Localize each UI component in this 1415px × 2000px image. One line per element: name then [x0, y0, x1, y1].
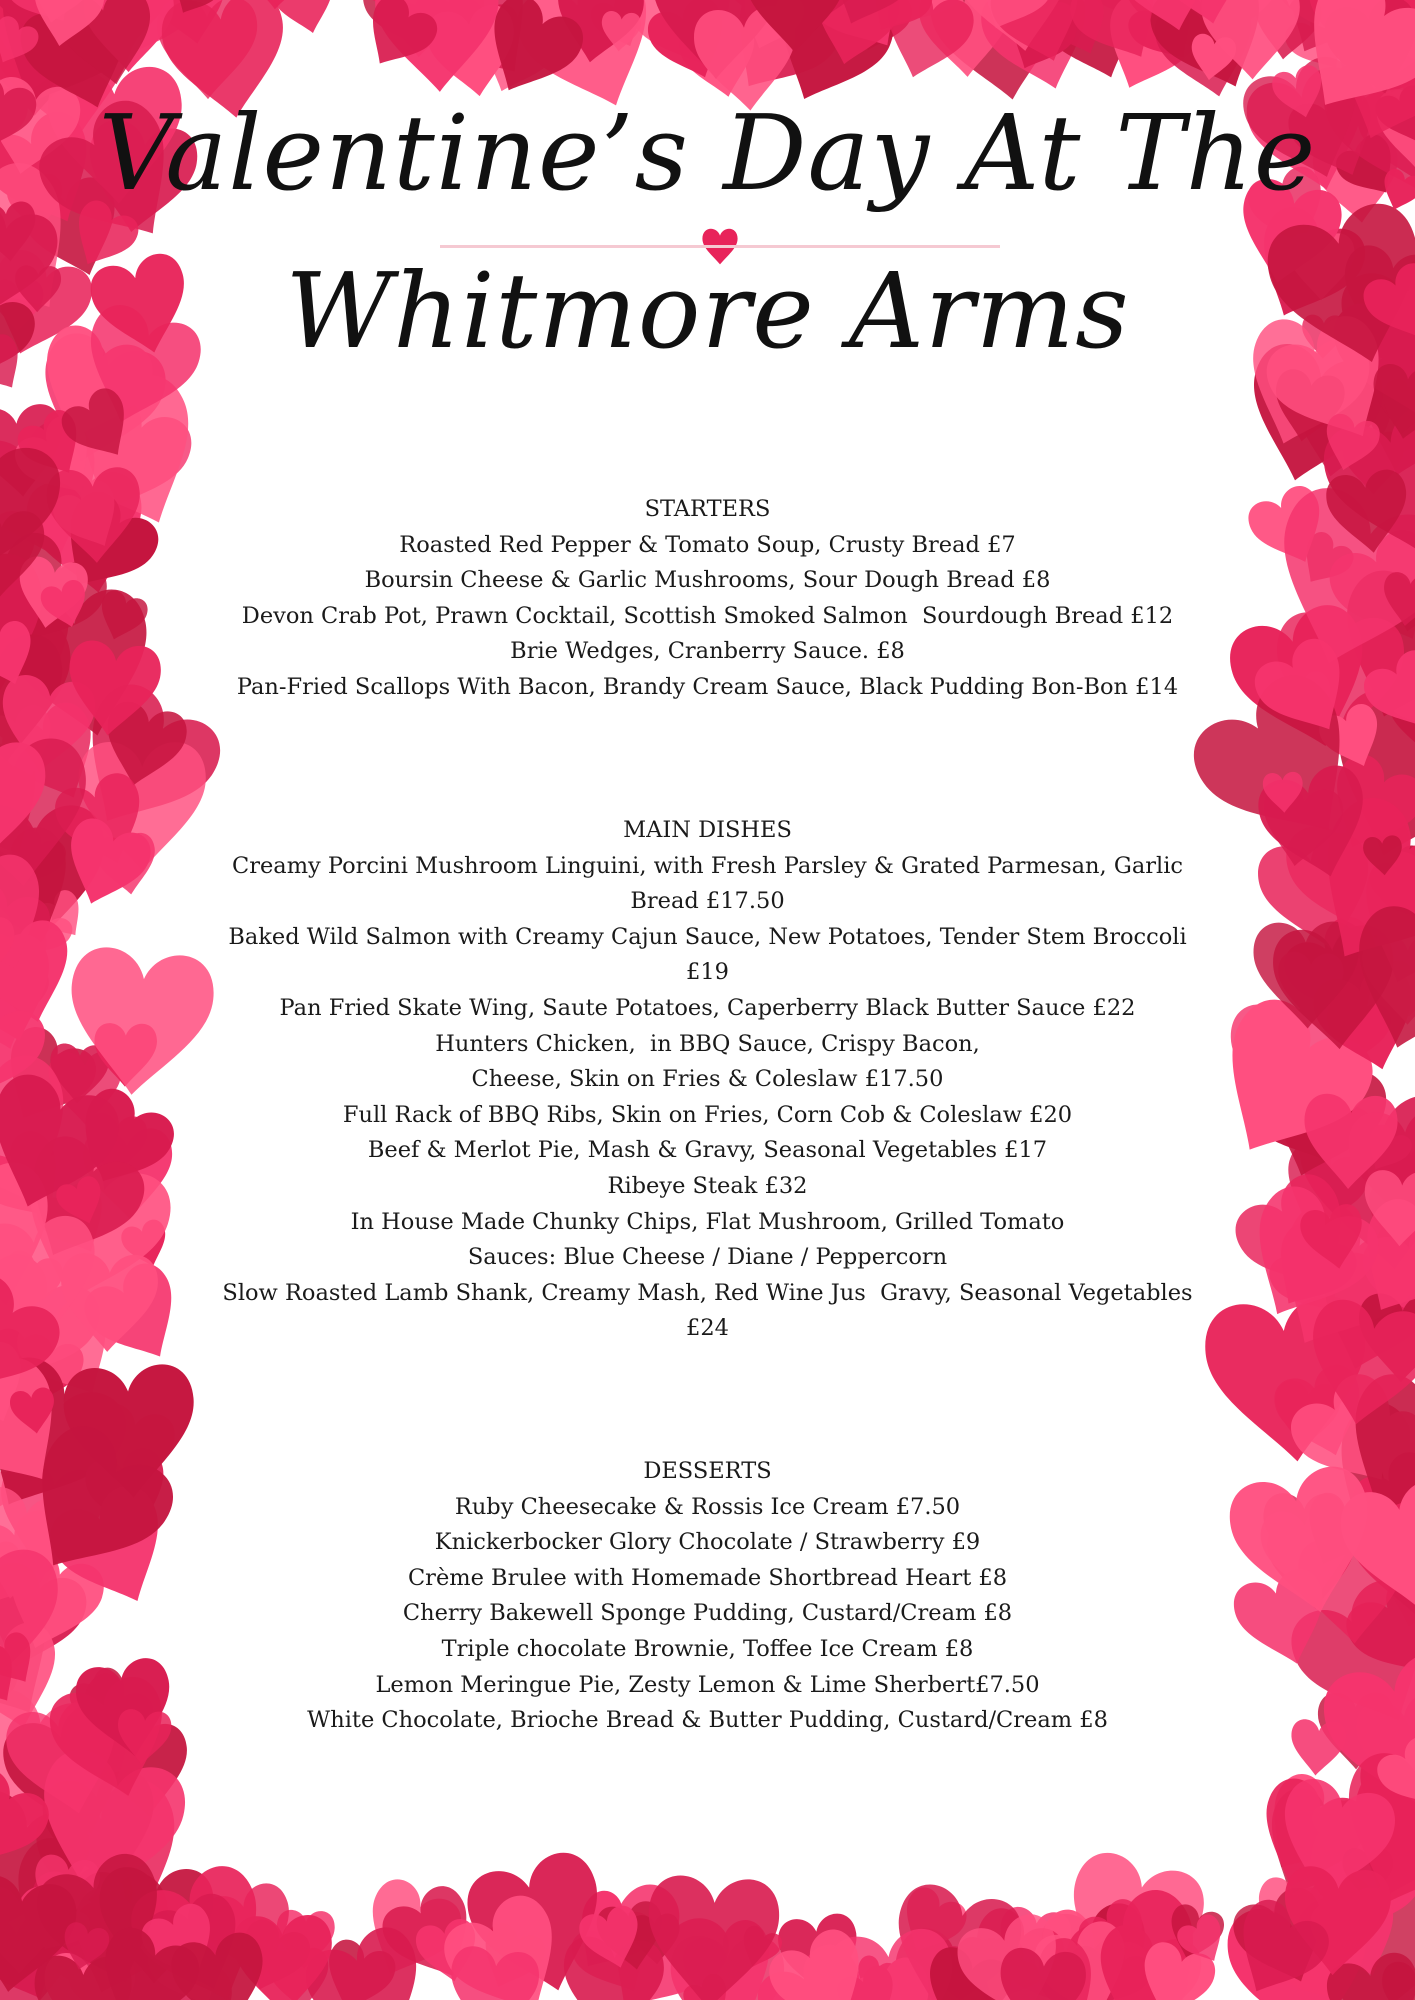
menu-item: Full Rack of BBQ Ribs, Skin on Fries, Corn Cob & Coleslaw £20 — [342, 1101, 1073, 1128]
menu-item: Bread £17.50 — [630, 888, 785, 915]
starters-section — [150, 492, 1265, 706]
menu-item: Roasted Red Pepper & Tomato Soup, Crusty Bread £7 — [399, 531, 1016, 558]
menu-item: Creamy Porcini Mushroom Linguini, with Fresh Parsley & Grated Parmesan, Garlic — [232, 852, 1183, 879]
menu-item: £19 — [686, 959, 729, 986]
section-heading: STARTERS — [644, 496, 771, 522]
menu-item: Triple chocolate Brownie, Toffee Ice Cream £8 — [441, 1635, 974, 1662]
menu-item: Pan Fried Skate Wing, Saute Potatoes, Caperberry Black Butter Sauce £22 — [279, 994, 1136, 1021]
menu-item: Hunters Chicken, in BBQ Sauce, Crispy Bacon, — [435, 1030, 980, 1057]
menu-item: Lemon Meringue Pie, Zesty Lemon & Lime Sherbert£7.50 — [375, 1671, 1040, 1698]
main-dishes-section — [150, 813, 1265, 1347]
menu-item: In House Made Chunky Chips, Flat Mushroom, Grilled Tomato — [350, 1208, 1065, 1235]
menu-item: White Chocolate, Brioche Bread & Butter Pudding, Custard/Cream £8 — [307, 1707, 1108, 1734]
title-divider — [440, 245, 1000, 248]
section-heading: DESSERTS — [643, 1458, 772, 1484]
menu-item: Beef & Merlot Pie, Mash & Gravy, Seasonal Vegetables £17 — [367, 1137, 1048, 1164]
desserts-section — [150, 1454, 1265, 1739]
menu-item: Knickerbocker Glory Chocolate / Strawberry £9 — [434, 1529, 981, 1556]
menu-item: Baked Wild Salmon with Creamy Cajun Sauce, New Potatoes, Tender Stem Broccoli — [228, 923, 1187, 950]
menu-item: Ribeye Steak £32 — [607, 1172, 808, 1199]
menu-item: Boursin Cheese & Garlic Mushrooms, Sour Dough Bread £8 — [364, 567, 1051, 594]
menu-item: £24 — [686, 1315, 729, 1342]
page-title-line-2: Whitmore Arms — [285, 250, 1130, 372]
menu-item: Crème Brulee with Homemade Shortbread Heart £8 — [407, 1564, 1008, 1591]
menu-item: Sauces: Blue Cheese / Diane / Peppercorn — [467, 1244, 948, 1271]
menu-item: Cherry Bakewell Sponge Pudding, Custard/Cream £8 — [402, 1600, 1013, 1627]
menu-item: Slow Roasted Lamb Shank, Creamy Mash, Red Wine Jus Gravy, Seasonal Vegetables — [222, 1279, 1193, 1306]
menu-item: Cheese, Skin on Fries & Coleslaw £17.50 — [471, 1066, 944, 1093]
menu-item: Brie Wedges, Cranberry Sauce. £8 — [510, 638, 905, 665]
menu-item: Devon Crab Pot, Prawn Cocktail, Scottish Smoked Salmon Sourdough Bread £12 — [241, 602, 1174, 629]
section-heading: MAIN DISHES — [623, 817, 792, 843]
menu-item: Pan-Fried Scallops With Bacon, Brandy Cream Sauce, Black Pudding Bon-Bon £14 — [236, 673, 1179, 700]
page-title-line-1: Valentine’s Day At The — [98, 92, 1317, 214]
menu-item: Ruby Cheesecake & Rossis Ice Cream £7.50 — [454, 1493, 961, 1520]
